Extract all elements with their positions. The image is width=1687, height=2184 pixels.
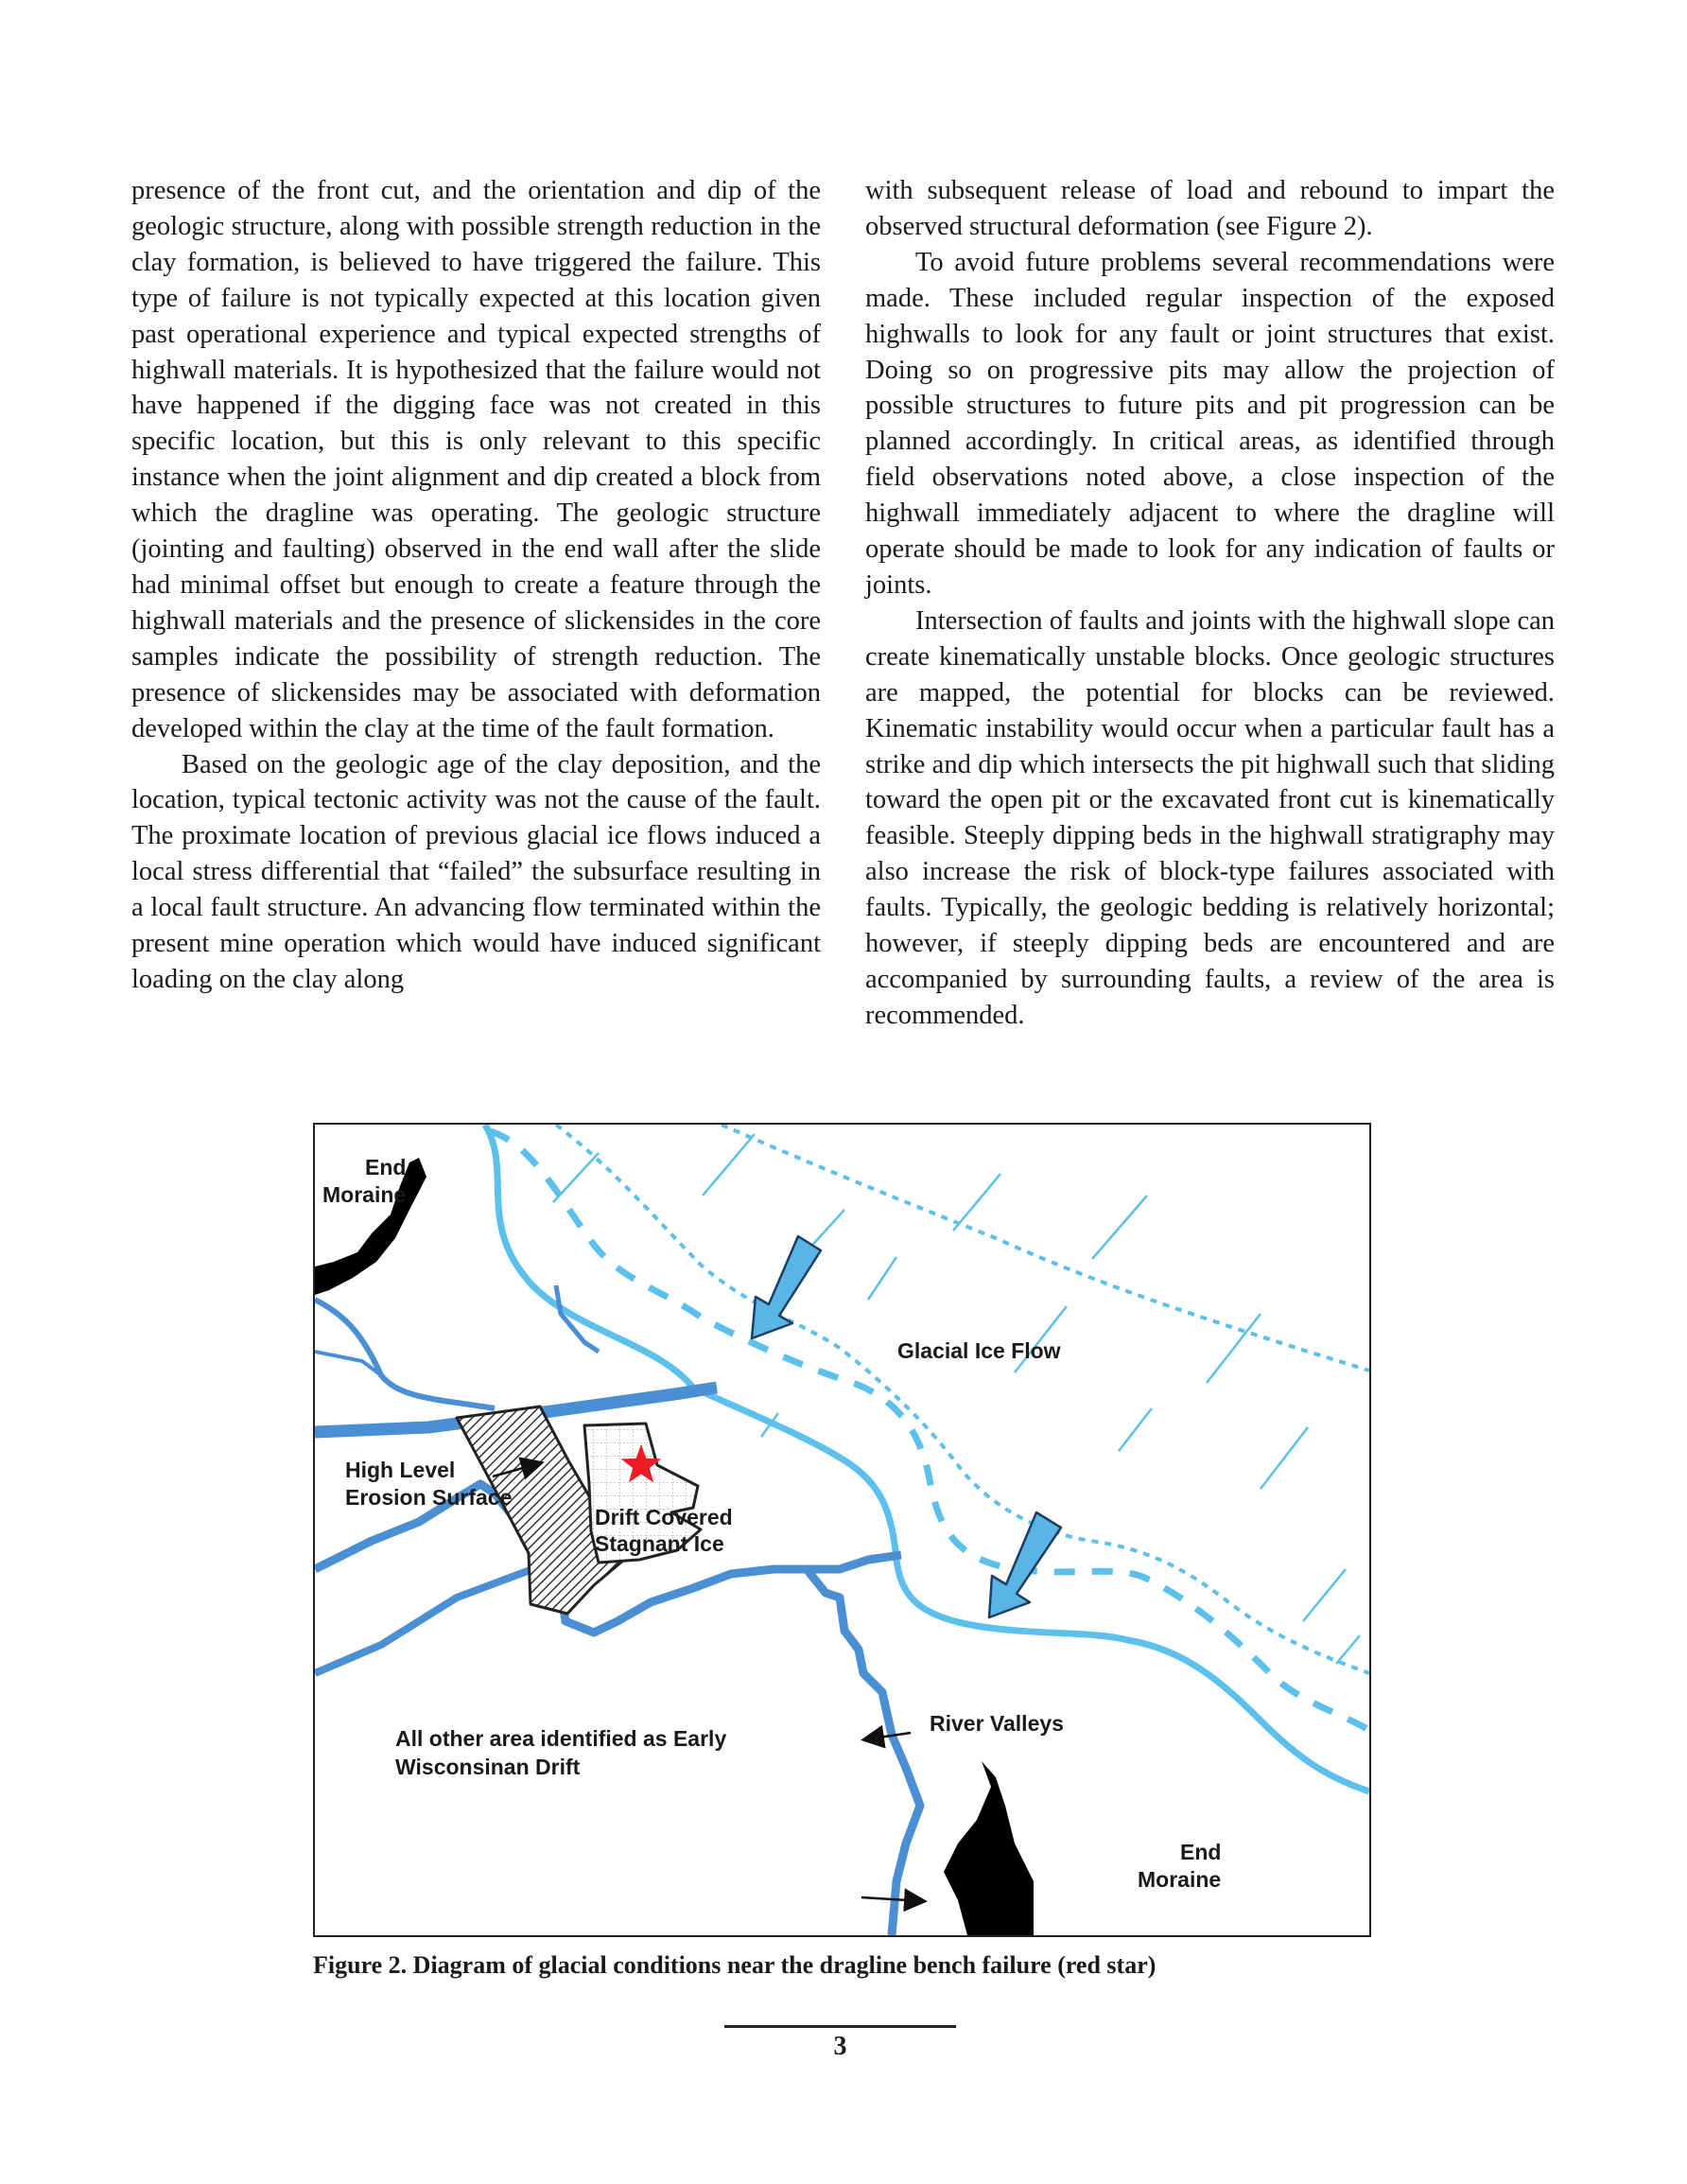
- glacial-conditions-map: [313, 1123, 1371, 1937]
- footer-rule: [724, 2025, 956, 2028]
- paragraph: with subsequent release of load and rebound to impart the observed structural deformation (see Figure 2).: [865, 176, 1555, 241]
- river-valleys: [315, 1285, 920, 1935]
- drift-covered-label: Stagnant Ice: [595, 1531, 724, 1556]
- high-level-label: Erosion Surface: [345, 1485, 513, 1510]
- drift-covered-label: Drift Covered: [595, 1505, 733, 1529]
- glacial-ice-flow-label: Glacial Ice Flow: [897, 1338, 1061, 1363]
- figure-caption: Figure 2. Diagram of glacial conditions near the dragline bench failure (red star): [313, 1951, 1157, 1979]
- end-moraine-label: Moraine: [322, 1182, 407, 1207]
- high-level-label: High Level: [345, 1458, 456, 1482]
- paragraph: To avoid future problems several recommendations were made. These included regular inspection of the exposed highwalls to look for any fault or joint structures that exist. Doing so on progressive pits may allow the projection of possible structures to future pits and pit progression can be planned accordingly. In critical areas, as identified through field observations noted above, a close inspection of the highwall immediately adjacent to where the dragline will operate should be made to look for any indication of faults or joints.: [865, 247, 1555, 600]
- end-moraine-label: End: [1180, 1840, 1222, 1864]
- map-graphic: [315, 1125, 1369, 1935]
- page-number: 3: [833, 2032, 847, 2061]
- paragraph: Based on the geologic age of the clay deposition, and the location, typical tectonic activity was not the cause of the fault. The proximate location of previous glacial ice flows induced a local stress differential that “failed” the subsurface resulting in a local fault structure. An advancing flow terminated within the present mine operation which would have induced significant loading on the clay along: [131, 749, 821, 994]
- other-area-label: All other area identified as Early: [395, 1726, 727, 1751]
- end-moraine-bottom: [944, 1761, 1034, 1935]
- right-text-column: [865, 173, 1555, 1034]
- end-moraine-label: Moraine: [1138, 1867, 1222, 1892]
- end-moraine-label: End: [365, 1155, 407, 1179]
- paragraph: Intersection of faults and joints with the highwall slope can create kinematically unstable blocks. Once geologic structures are mapped, the potential for blocks can be reviewed. Kinematic instability would occur when a particular fault has a strike and dip which intersects the pit highwall such that sliding toward the open pit or the excavated front cut is kinematically feasible. Steeply dipping beds in the highwall stratigraphy may also increase the risk of block-type failures associated with faults. Typically, the geologic bedding is relatively horizontal; however, if steeply dipping beds are encountered and are accompanied by surrounding faults, a review of the area is recommended.: [865, 605, 1555, 1030]
- other-area-label: Wisconsinan Drift: [395, 1755, 581, 1779]
- left-text-column: [131, 173, 821, 998]
- paragraph: presence of the front cut, and the orientation and dip of the geologic structure, along with possible strength reduction in the clay formation, is believed to have triggered the failure. This type of failure is not typically expected at this location given past operational experience and typical expected strengths of highwall materials. It is hypothesized that the failure would not have happened if the digging face was not created in this specific location, but this is only relevant to this specific instance when the joint alignment and dip created a block from which the dragline was operating. The geologic structure (jointing and faulting) observed in the end wall after the slide had minimal offset but enough to create a feature through the highwall materials and the presence of slickensides in the core samples indicate the possibility of strength reduction. The presence of slickensides may be associated with deformation developed within the clay at the time of the fault formation.: [131, 176, 821, 743]
- ice-flow-arrow-upper: [752, 1236, 821, 1338]
- river-valleys-label: River Valleys: [930, 1711, 1064, 1736]
